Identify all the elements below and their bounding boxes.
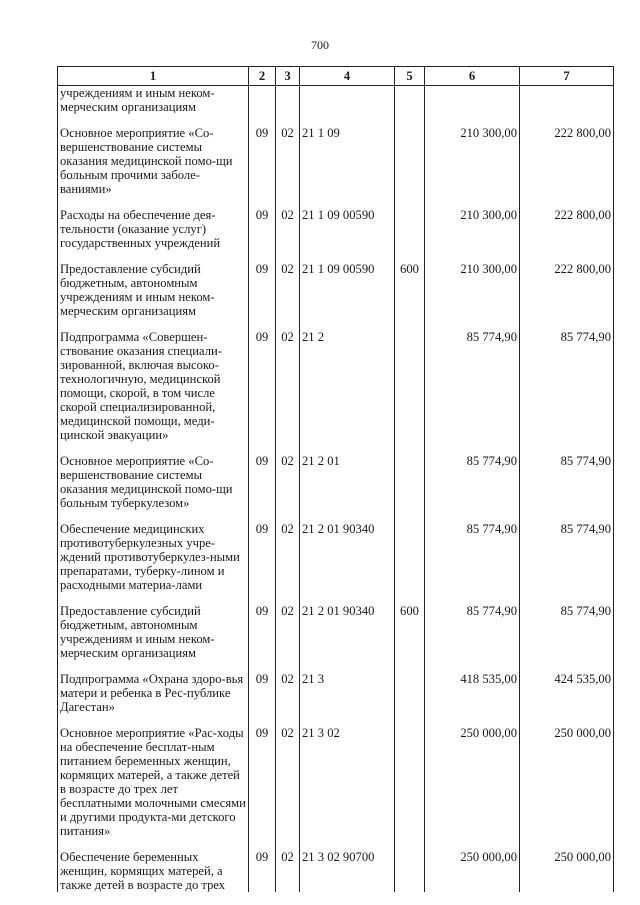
row-amount-1: 210 300,00 [425,262,520,318]
row-target-article: 21 1 09 00590 [300,208,395,250]
row-target-article: 21 3 02 [300,726,395,838]
header-col-4: 4 [300,67,395,86]
table-row [58,726,614,838]
row-expense-type: 600 [395,262,425,318]
row-code-subsection: 02 [276,330,300,442]
row-amount-2 [520,86,614,115]
table-row [58,86,614,115]
row-code-section: 09 [249,330,276,442]
row-code-subsection: 02 [276,604,300,660]
row-code-subsection [276,86,300,115]
table-row [58,126,614,196]
row-spacer [58,196,614,208]
row-amount-1: 85 774,90 [425,604,520,660]
row-expense-type [395,522,425,592]
row-name: Подпрограмма «Охрана здоро-вья матери и ребенка в Рес-публике Дагестан» [58,672,249,714]
table-row [58,604,614,660]
page-number: 700 [311,38,329,52]
row-code-subsection: 02 [276,262,300,318]
row-amount-2: 222 800,00 [520,126,614,196]
row-spacer [58,838,614,850]
row-amount-2: 250 000,00 [520,850,614,892]
row-spacer [58,660,614,672]
row-name: Предоставление субсидий бюджетным, автономным учреждениям и иным неком-мерческим организациям [58,262,249,318]
row-amount-1: 210 300,00 [425,208,520,250]
table-row [58,262,614,318]
row-code-subsection: 02 [276,454,300,510]
row-expense-type [395,850,425,892]
row-code-section [249,86,276,115]
row-expense-type [395,86,425,115]
budget-table [57,66,614,892]
header-col-3: 3 [276,67,300,86]
row-target-article: 21 3 [300,672,395,714]
row-spacer [58,250,614,262]
row-target-article: 21 1 09 [300,126,395,196]
row-expense-type: 600 [395,604,425,660]
row-amount-1: 250 000,00 [425,850,520,892]
row-target-article [300,86,395,115]
row-code-section: 09 [249,126,276,196]
header-row [58,67,614,86]
row-name: Расходы на обеспечение дея-тельности (оказание услуг) государственных учреждений [58,208,249,250]
row-code-subsection: 02 [276,522,300,592]
row-expense-type [395,126,425,196]
row-name: Обеспечение медицинских противотуберкулезных учре-ждений противотуберкулез-ными препаратами, туберку-лином и расходными материа-лами [58,522,249,592]
row-amount-1: 418 535,00 [425,672,520,714]
row-amount-1: 85 774,90 [425,522,520,592]
table-row [58,330,614,442]
row-target-article: 21 3 02 90700 [300,850,395,892]
row-amount-1: 85 774,90 [425,454,520,510]
row-spacer [58,592,614,604]
row-code-subsection: 02 [276,726,300,838]
row-target-article: 21 2 [300,330,395,442]
row-name: Основное мероприятие «Со-вершенствование системы оказания медицинской помо-щи больным туберкулезом» [58,454,249,510]
row-spacer [58,714,614,726]
row-expense-type [395,330,425,442]
row-code-subsection: 02 [276,672,300,714]
row-amount-2: 85 774,90 [520,454,614,510]
row-expense-type [395,208,425,250]
row-code-subsection: 02 [276,126,300,196]
row-spacer [58,114,614,126]
row-spacer [58,510,614,522]
row-amount-2: 222 800,00 [520,262,614,318]
row-code-subsection: 02 [276,850,300,892]
row-code-section: 09 [249,522,276,592]
row-amount-2: 222 800,00 [520,208,614,250]
row-code-section: 09 [249,454,276,510]
row-spacer [58,318,614,330]
row-amount-1: 250 000,00 [425,726,520,838]
row-expense-type [395,672,425,714]
row-spacer [58,442,614,454]
row-expense-type [395,454,425,510]
row-name: Предоставление субсидий бюджетным, автономным учреждениям и иным неком-мерческим организациям [58,604,249,660]
row-name: Основное мероприятие «Со-вершенствование системы оказания медицинской помо-щи больным прочими заболе-ваниями» [58,126,249,196]
row-amount-2: 85 774,90 [520,330,614,442]
header-col-7: 7 [520,67,614,86]
row-code-section: 09 [249,850,276,892]
row-code-section: 09 [249,672,276,714]
row-amount-2: 85 774,90 [520,604,614,660]
row-code-section: 09 [249,262,276,318]
row-target-article: 21 2 01 [300,454,395,510]
header-col-2: 2 [249,67,276,86]
row-name: Обеспечение беременных женщин, кормящих матерей, а также детей в возрасте до трех [58,850,249,892]
header-col-1: 1 [58,67,249,86]
row-code-section: 09 [249,726,276,838]
row-name: Подпрограмма «Совершен-ствование оказания специали-зированной, включая высоко-технологичную, медицинской помощи, скорой, в том числе скорой специализированной, медицинской помощи, меди-цинской эвакуации» [58,330,249,442]
row-target-article: 21 1 09 00590 [300,262,395,318]
row-amount-2: 424 535,00 [520,672,614,714]
row-amount-1: 85 774,90 [425,330,520,442]
row-amount-2: 250 000,00 [520,726,614,838]
table-row [58,208,614,250]
table-row [58,850,614,892]
table-row [58,454,614,510]
row-amount-1 [425,86,520,115]
row-code-section: 09 [249,604,276,660]
row-name: Основное мероприятие «Рас-ходы на обеспечение бесплат-ным питанием беременных женщин, кормящих матерей, а также детей в возрасте до трех лет бесплатными молочными смесями и другими продукта-ми детского питания» [58,726,249,838]
table-row [58,522,614,592]
row-expense-type [395,726,425,838]
row-name: учреждениям и иным неком-мерческим организациям [58,86,249,115]
row-target-article: 21 2 01 90340 [300,522,395,592]
row-amount-1: 210 300,00 [425,126,520,196]
row-target-article: 21 2 01 90340 [300,604,395,660]
header-col-6: 6 [425,67,520,86]
row-code-subsection: 02 [276,208,300,250]
row-code-section: 09 [249,208,276,250]
header-col-5: 5 [395,67,425,86]
table-row [58,672,614,714]
row-amount-2: 85 774,90 [520,522,614,592]
